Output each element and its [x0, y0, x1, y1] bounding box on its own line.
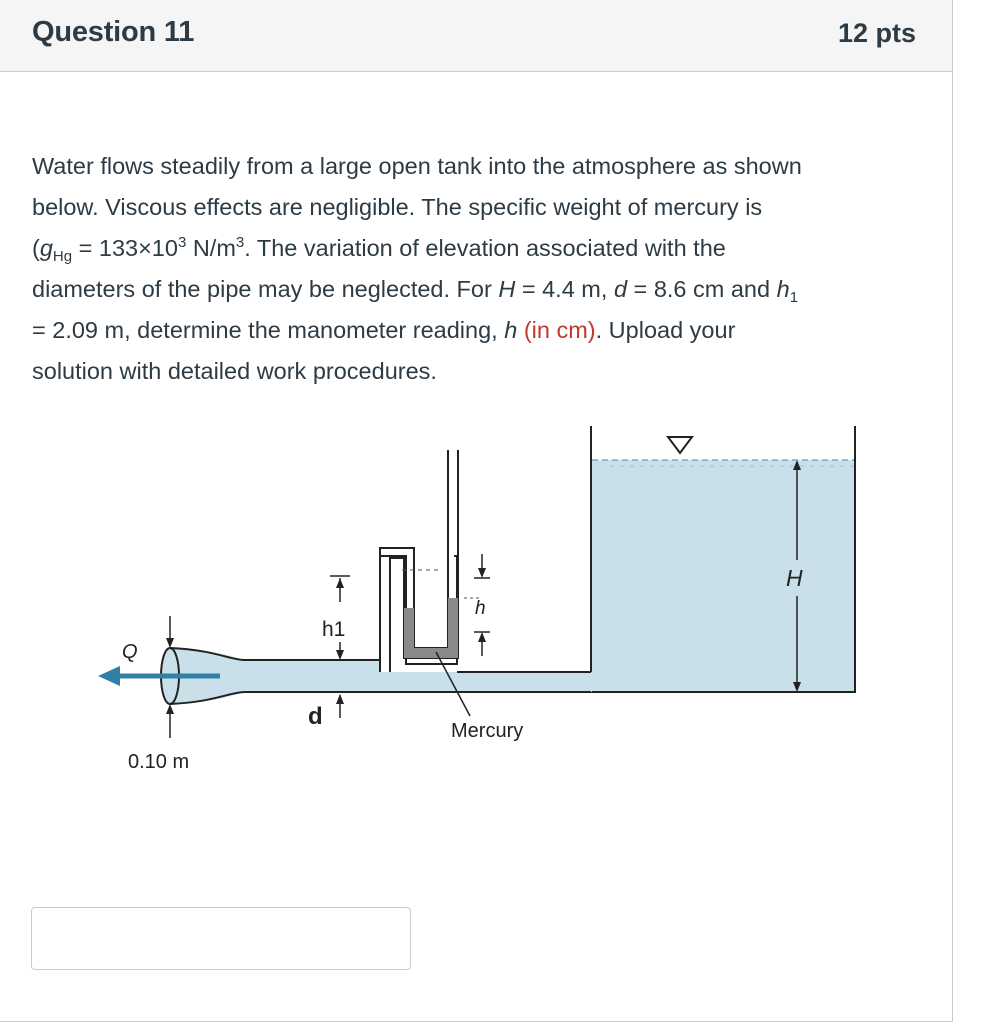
superscript: 3 — [177, 234, 187, 251]
label-h: h — [475, 598, 486, 619]
h1-arrow — [336, 578, 344, 588]
pipe-outline — [170, 692, 591, 704]
text-fragment: = 4.4 m, — [515, 276, 614, 302]
subscript: 1 — [789, 289, 799, 306]
label-Q: Q — [122, 641, 138, 663]
answer-input[interactable] — [31, 907, 411, 970]
gamma-symbol: g — [39, 235, 53, 261]
text-fragment: ( — [32, 235, 40, 261]
h-arrow — [478, 632, 486, 642]
question-text — [32, 146, 932, 392]
question-line: Water flows steadily from a large open tank into the atmosphere as shown — [32, 153, 802, 179]
text-fragment: . The variation of elevation associated with the — [244, 235, 726, 261]
flow-diagram — [70, 420, 870, 780]
var-d: d — [613, 276, 628, 302]
label-d: d — [308, 703, 323, 730]
question-line — [32, 269, 932, 310]
subscript: Hg — [52, 248, 73, 265]
question-header — [0, 0, 952, 72]
text-fragment: diameters of the pipe may be neglected. For — [32, 276, 499, 302]
flow-arrow-head — [98, 666, 120, 686]
h1-arrow — [336, 650, 344, 660]
free-surface-symbol — [668, 437, 692, 453]
tank-water — [591, 460, 855, 692]
text-fragment: = 8.6 cm and — [627, 276, 777, 302]
flow-diagram-svg — [70, 420, 870, 780]
question-line: below. Viscous effects are negligible. The specific weight of mercury is — [32, 194, 763, 220]
text-fragment: = 2.09 m, determine the manometer reading, — [32, 317, 505, 343]
var-H: H — [498, 276, 516, 302]
question-title: Question 11 — [32, 16, 195, 48]
label-diameter: 0.10 m — [128, 751, 190, 773]
text-fragment: N/m — [186, 235, 236, 261]
question-line — [32, 310, 932, 351]
diameter-arrow — [166, 704, 174, 714]
d-arrow — [336, 694, 344, 704]
text-fragment: . Upload your — [595, 317, 736, 343]
h-arrow — [478, 568, 486, 578]
diameter-arrow — [166, 638, 174, 648]
question-line — [32, 228, 932, 269]
unit-hint: (in cm) — [517, 317, 596, 343]
var-h: h — [504, 317, 518, 343]
question-line: solution with detailed work procedures. — [32, 358, 437, 384]
label-h1: h1 — [322, 618, 346, 641]
question-points: 12 pts — [837, 18, 916, 48]
label-H: H — [786, 565, 803, 591]
var-h1: h — [776, 276, 790, 302]
label-mercury: Mercury — [451, 720, 524, 742]
mercury-column — [404, 598, 458, 658]
text-fragment: = 133×10 — [72, 235, 178, 261]
superscript: 3 — [235, 234, 245, 251]
